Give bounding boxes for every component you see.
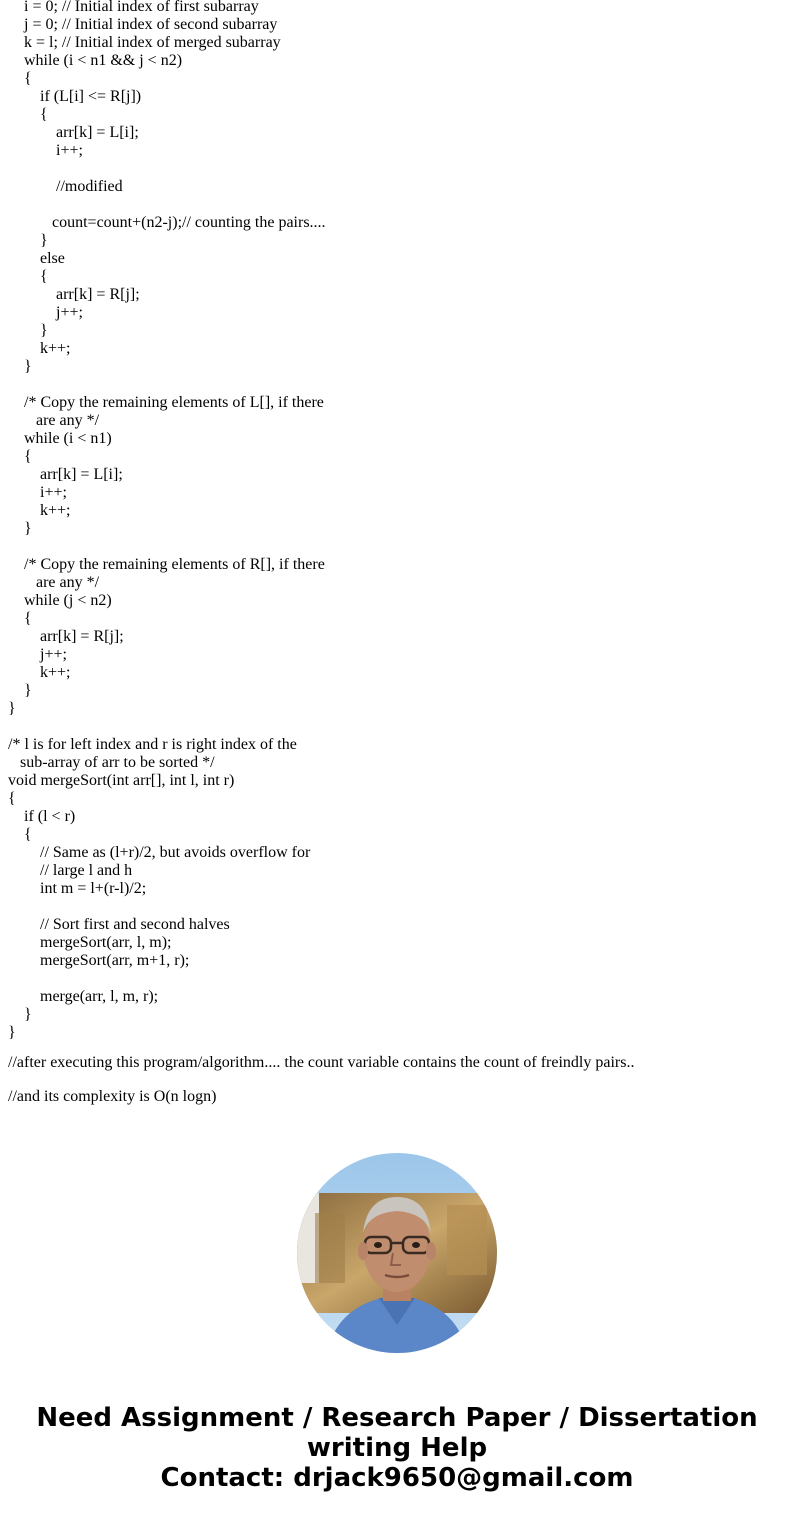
code-listing <box>8 0 788 1042</box>
code-line: i++; <box>8 142 83 159</box>
code-line: mergeSort(arr, m+1, r); <box>8 952 190 969</box>
code-line: j++; <box>8 646 67 663</box>
code-line: int m = l+(r-l)/2; <box>8 880 147 897</box>
code-line: } <box>8 682 32 699</box>
code-line: } <box>8 322 48 339</box>
code-line: /* Copy the remaining elements of L[], if there <box>8 394 324 411</box>
code-line: { <box>8 790 16 807</box>
promo-footer <box>0 1403 794 1493</box>
code-line: k++; <box>8 340 71 357</box>
code-line <box>8 538 788 556</box>
code-line: void mergeSort(int arr[], int l, int r) <box>8 772 235 789</box>
code-line: if (L[i] <= R[j]) <box>8 88 142 105</box>
code-line: are any */ <box>8 412 100 429</box>
author-photo <box>297 1153 497 1353</box>
code-line: k++; <box>8 502 71 519</box>
code-line <box>8 160 788 178</box>
code-line: arr[k] = L[i]; <box>8 124 139 141</box>
code-line <box>8 196 788 214</box>
code-line: while (i < n1 && j < n2) <box>8 52 183 69</box>
promo-line-2: writing Help <box>306 1433 488 1463</box>
code-line <box>8 718 788 736</box>
code-line: { <box>8 448 32 465</box>
code-line: /* Copy the remaining elements of R[], if there <box>8 556 325 573</box>
code-line: while (j < n2) <box>8 592 112 609</box>
code-line <box>8 898 788 916</box>
code-line: { <box>8 70 32 87</box>
code-line: } <box>8 358 32 375</box>
code-line <box>8 970 788 988</box>
code-line: sub-array of arr to be sorted */ <box>8 754 215 771</box>
code-line: j++; <box>8 304 83 321</box>
code-line: j = 0; // Initial index of second subarray <box>8 16 278 33</box>
code-line: /* l is for left index and r is right index of the <box>8 736 297 753</box>
promo-line-1: Need Assignment / Research Paper / Dissertation <box>36 1403 758 1433</box>
code-line: // large l and h <box>8 862 133 879</box>
code-line: merge(arr, l, m, r); <box>8 988 159 1005</box>
code-line: { <box>8 106 48 123</box>
code-line: } <box>8 232 48 249</box>
complexity-note: //and its complexity is O(n logn) <box>8 1088 217 1105</box>
code-line: else <box>8 250 65 267</box>
code-line: { <box>8 268 48 285</box>
code-line: mergeSort(arr, l, m); <box>8 934 172 951</box>
code-line: i = 0; // Initial index of first subarray <box>8 0 259 15</box>
contact-email: Contact: drjack9650@gmail.com <box>160 1463 634 1493</box>
code-line: arr[k] = R[j]; <box>8 628 124 645</box>
code-line: } <box>8 700 16 717</box>
code-line: // Sort first and second halves <box>8 916 230 933</box>
code-line: i++; <box>8 484 67 501</box>
count-note: //after executing this program/algorithm.... the count variable contains the count of freindly pairs.. <box>8 1054 635 1071</box>
code-line: { <box>8 826 32 843</box>
code-line: } <box>8 1024 16 1041</box>
code-line: { <box>8 610 32 627</box>
code-line: are any */ <box>8 574 100 591</box>
code-line: // Same as (l+r)/2, but avoids overflow for <box>8 844 311 861</box>
code-line: } <box>8 520 32 537</box>
code-line: arr[k] = R[j]; <box>8 286 140 303</box>
code-line: k++; <box>8 664 71 681</box>
code-line: //modified <box>8 178 123 195</box>
code-line: k = l; // Initial index of merged subarray <box>8 34 281 51</box>
code-line: arr[k] = L[i]; <box>8 466 123 483</box>
code-line: while (i < n1) <box>8 430 112 447</box>
code-line: if (l < r) <box>8 808 76 825</box>
code-line <box>8 376 788 394</box>
code-line: count=count+(n2-j);// counting the pairs.... <box>8 214 326 231</box>
code-line: } <box>8 1006 32 1023</box>
